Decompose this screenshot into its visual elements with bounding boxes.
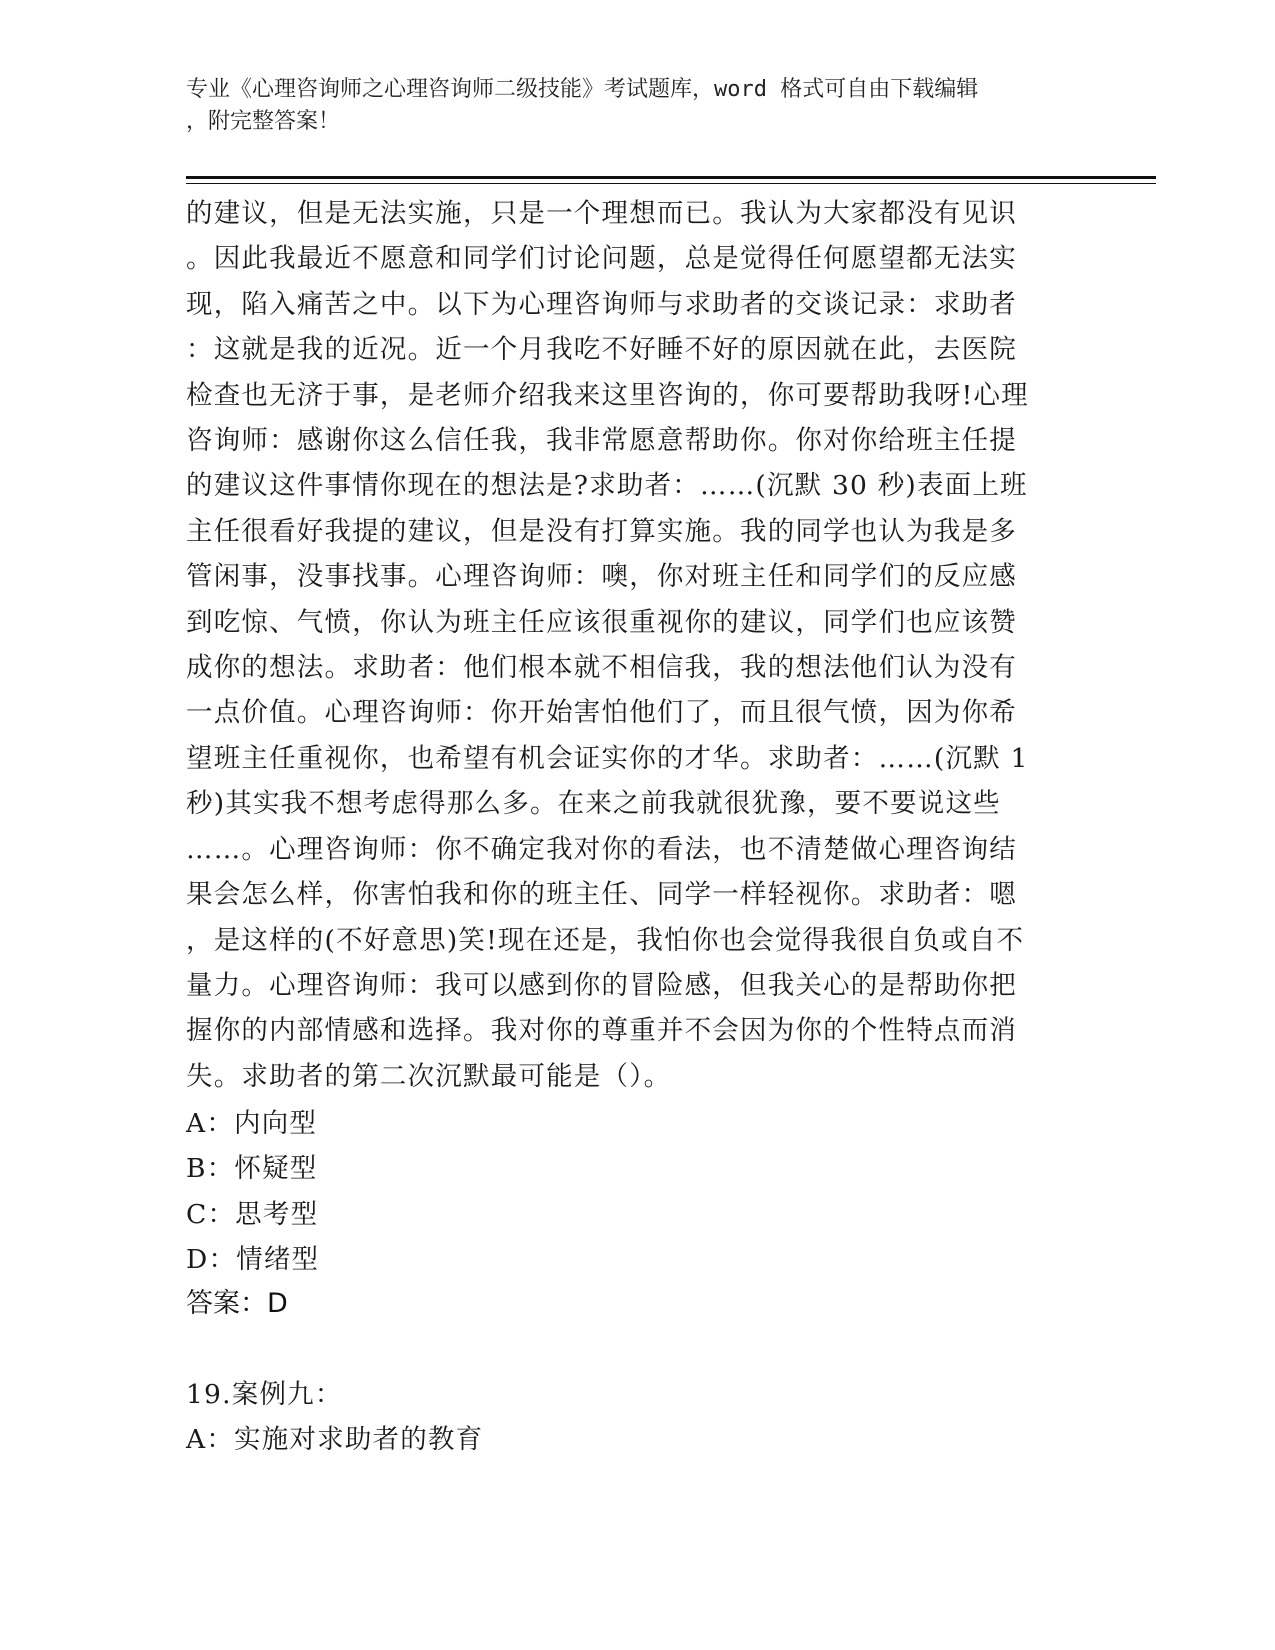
question-line: 望班主任重视你，也希望有机会证实你的才华。求助者：……(沉默 1 <box>186 742 1029 774</box>
next-question-option-a: A：实施对求助者的教育 <box>186 1424 484 1456</box>
question-line: 的建议这件事情你现在的想法是?求助者：……(沉默 30 秒)表面上班 <box>186 470 1028 502</box>
question-line: 的建议，但是无法实施，只是一个理想而已。我认为大家都没有见识 <box>186 198 1017 229</box>
question-line: 到吃惊、气愤，你认为班主任应该很重视你的建议，同学们也应该赞 <box>186 606 1017 638</box>
question-line: 成你的想法。求助者：他们根本就不相信我，我的想法他们认为没有 <box>186 652 1017 684</box>
header-line-2: ，附完整答案！ <box>186 109 341 134</box>
question-line: ……。心理咨询师：你不确定我对你的看法，也不清楚做心理咨询结 <box>186 833 1017 865</box>
question-line: 。因此我最近不愿意和同学们讨论问题，总是觉得任何愿望都无法实 <box>186 243 1017 275</box>
question-line: 失。求助者的第二次沉默最可能是（）。 <box>186 1060 672 1092</box>
question-line: 秒)其实我不想考虑得那么多。在来之前我就很犹豫，要不要说这些 <box>186 788 1001 820</box>
header-divider-thin <box>186 183 1156 184</box>
answer-key: 答案：D <box>186 1288 288 1319</box>
question-body <box>186 191 1086 1099</box>
option-c: C：思考型 <box>186 1198 319 1230</box>
question-line: 一点价值。心理咨询师：你开始害怕他们了，而且很气愤，因为你希 <box>186 697 1017 729</box>
question-line: 量力。心理咨询师：我可以感到你的冒险感，但我关心的是帮助你把 <box>186 969 1017 1001</box>
question-line: 现，陷入痛苦之中。以下为心理咨询师与求助者的交谈记录：求助者 <box>186 288 1017 320</box>
question-line: 果会怎么样，你害怕我和你的班主任、同学一样轻视你。求助者：嗯 <box>186 879 1017 911</box>
question-line: 咨询师：感谢你这么信任我，我非常愿意帮助你。你对你给班主任提 <box>186 425 1017 457</box>
answer-options <box>186 1101 319 1283</box>
question-line: 主任很看好我提的建议，但是没有打算实施。我的同学也认为我是多 <box>186 515 1017 547</box>
next-question-title: 19.案例九： <box>186 1379 343 1410</box>
header-line-1: 专业《心理咨询师之心理咨询师二级技能》考试题库，word 格式可自由下载编辑 <box>186 77 979 102</box>
option-a: A：内向型 <box>186 1108 318 1139</box>
question-line: ，是这样的(不好意思)笑!现在还是，我怕你也会觉得我很自负或自不 <box>186 924 1025 956</box>
option-b: B：怀疑型 <box>186 1153 318 1185</box>
next-question <box>186 1372 483 1463</box>
question-line: 管闲事，没事找事。心理咨询师：噢，你对班主任和同学们的反应感 <box>186 561 1017 593</box>
header-divider-thick <box>186 176 1156 179</box>
question-line: 检查也无济于事，是老师介绍我来这里咨询的，你可要帮助我呀!心理 <box>186 379 1029 411</box>
option-d: D：情绪型 <box>186 1244 320 1276</box>
document-header <box>186 74 1066 138</box>
question-line: ：这就是我的近况。近一个月我吃不好睡不好的原因就在此，去医院 <box>186 334 1017 366</box>
question-line: 握你的内部情感和选择。我对你的尊重并不会因为你的个性特点而消 <box>186 1015 1017 1047</box>
